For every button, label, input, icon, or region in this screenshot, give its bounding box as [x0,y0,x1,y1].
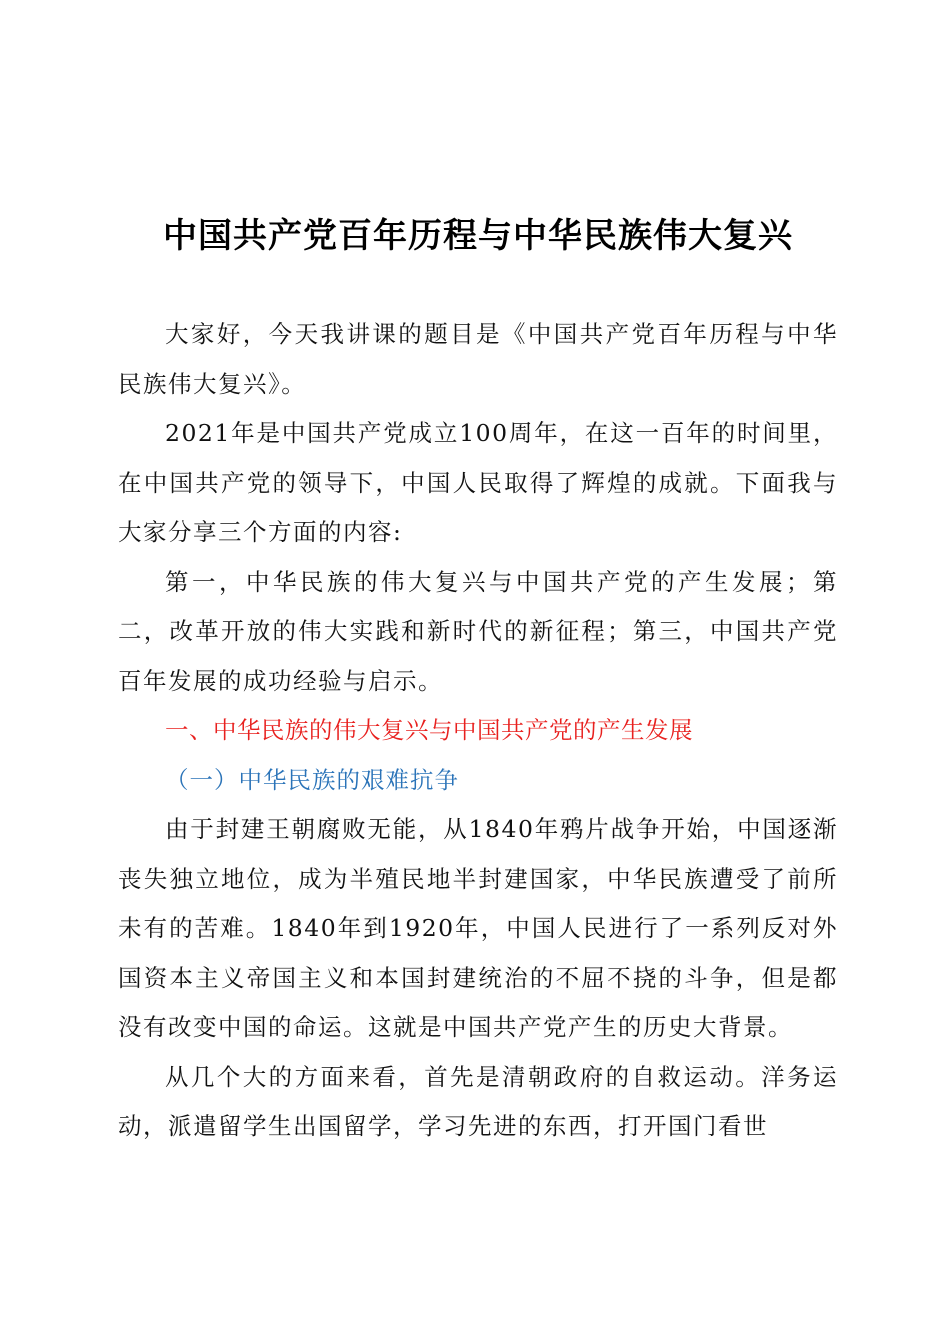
paragraph-history-background: 由于封建王朝腐败无能，从1840年鸦片战争开始，中国逐渐丧失独立地位，成为半殖民地半封建国家，中华民族遭受了前所未有的苦难。1840年到1920年，中国人民进行了一系列反对外国资本主义帝国主义和本国封建统治的不屈不挠的斗争，但是都没有改变中国的命运。这就是中国共产党产生的历史大背景。 [118,815,838,1041]
paragraph-anniversary: 2021年是中国共产党成立100周年，在这一百年的时间里，在中国共产党的领导下，中国人民取得了辉煌的成就。下面我与大家分享三个方面的内容: [118,419,838,546]
document-body [118,208,838,1152]
paragraph-self-rescue: 从几个大的方面来看，首先是清朝政府的自救运动。洋务运动，派遣留学生出国留学，学习先进的东西，打开国门看世 [118,1062,838,1140]
section-heading: 一、中华民族的伟大复兴与中国共产党的产生发展 [165,716,693,744]
paragraph-greeting: 大家好，今天我讲课的题目是《中国共产党百年历程与中华民族伟大复兴》。 [118,320,838,398]
subsection-heading: （一）中华民族的艰难抗争 [165,765,459,794]
document-title: 中国共产党百年历程与中华民族伟大复兴 [163,216,793,256]
paragraph-outline: 第一，中华民族的伟大复兴与中国共产党的产生发展；第二，改革开放的伟大实践和新时代的新征程；第三，中国共产党百年发展的成功经验与启示。 [118,567,838,695]
